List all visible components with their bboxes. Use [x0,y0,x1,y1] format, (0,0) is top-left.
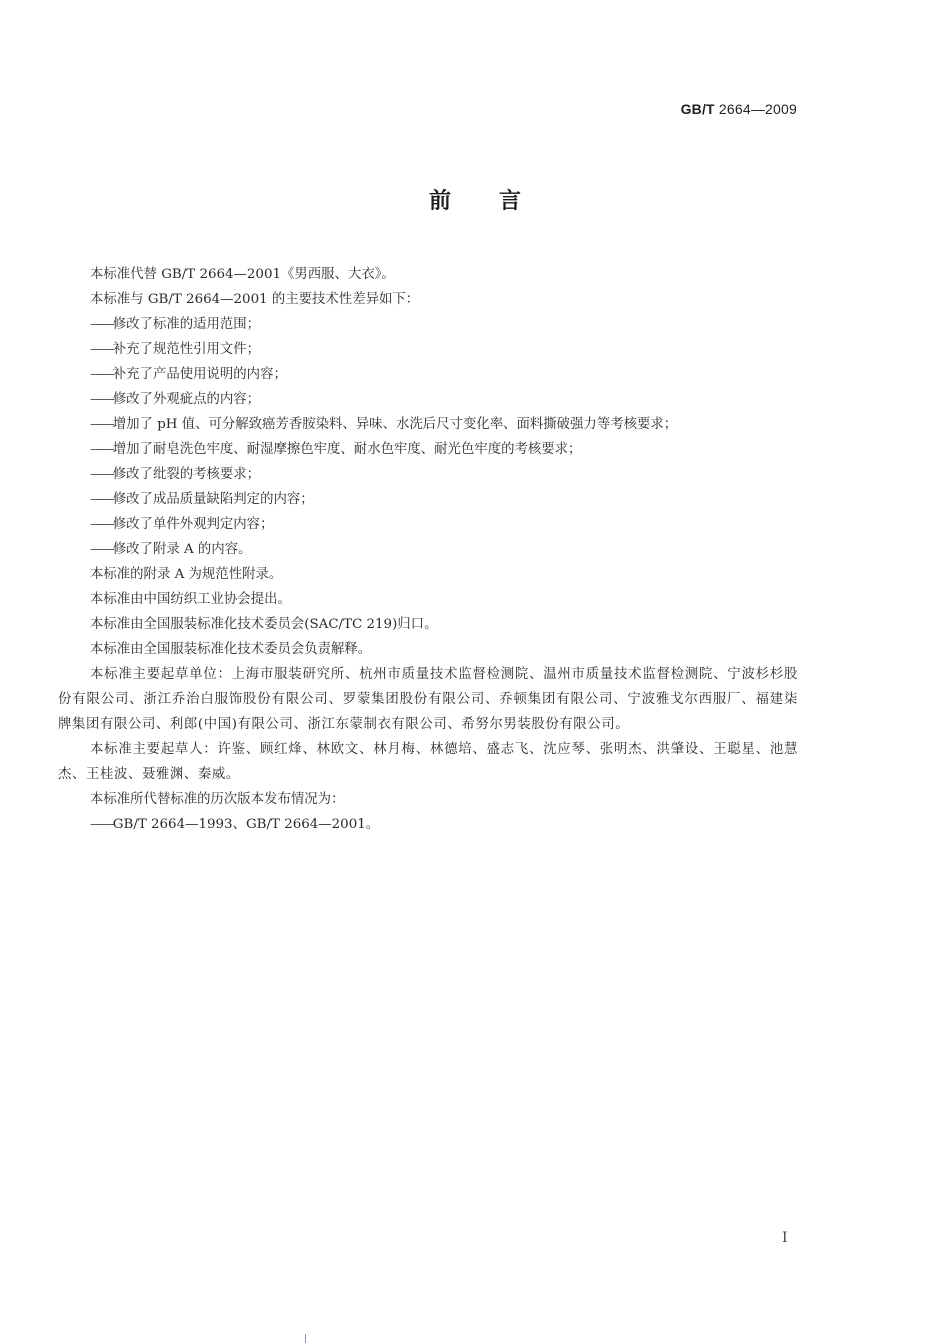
paragraph-centralized-by: 本标准由全国服装标准化技术委员会(SAC/TC 219)归口。 [90,617,438,632]
paragraph-drafters: 本标准主要起草人：许鉴、顾红烽、林欧文、林月梅、林德培、盛志飞、沈应琴、张明杰、洪肇设、王聪星、池慧杰、王桂波、聂雅渊、秦威。 [58,742,798,782]
paragraph-proposed-by: 本标准由中国纺织工业协会提出。 [90,592,291,607]
dash-symbol: —— [90,492,113,507]
change-item: ——修改了附录 A 的内容。 [90,542,252,557]
document-body [58,262,798,837]
change-item: ——修改了纰裂的考核要求； [90,467,261,482]
page-number: I [782,1230,788,1246]
paragraph-history-intro: 本标准所代替标准的历次版本发布情况为： [90,792,345,807]
dash-symbol: —— [90,542,113,557]
dash-symbol: —— [90,342,113,357]
scan-artifact [305,1334,306,1343]
paragraph-differences-intro: 本标准与 GB/T 2664—2001 的主要技术性差异如下： [90,292,420,307]
standard-number [681,101,797,117]
change-item: ——修改了成品质量缺陷判定的内容； [90,492,314,507]
change-item: ——补充了规范性引用文件； [90,342,261,357]
dash-symbol: —— [90,392,113,407]
standard-prefix: GB/T [680,101,715,117]
change-item: ——修改了标准的适用范围； [90,317,261,332]
dash-symbol: —— [90,467,113,482]
dash-symbol: —— [90,517,113,532]
paragraph-annex: 本标准的附录 A 为规范性附录。 [90,567,283,582]
change-item: ——增加了 pH 值、可分解致癌芳香胺染料、异味、水洗后尺寸变化率、面料撕破强力等考核要求； [90,417,678,432]
paragraph-interpreted-by: 本标准由全国服装标准化技术委员会负责解释。 [90,642,372,657]
page-title: 前言 [428,189,569,214]
dash-symbol: —— [90,817,113,832]
dash-symbol: —— [90,317,113,332]
change-item: ——修改了单件外观判定内容； [90,517,274,532]
paragraph-replaces: 本标准代替 GB/T 2664—2001《男西服、大衣》。 [90,267,395,282]
paragraph-drafting-units: 本标准主要起草单位：上海市服装研究所、杭州市质量技术监督检测院、温州市质量技术监督检测院、宁波杉杉股份有限公司、浙江乔治白服饰股份有限公司、罗蒙集团股份有限公司、乔顿集团有限公司、宁波雅戈尔西服厂、福建柒牌集团有限公司、利郎(中国)有限公司、浙江东蒙制衣有限公司、希努尔男装股份有限公司。 [58,667,798,732]
dash-symbol: —— [90,367,113,382]
dash-symbol: —— [90,442,113,457]
history-item: ——GB/T 2664—1993、GB/T 2664—2001。 [90,817,380,832]
change-item: ——修改了外观疵点的内容； [90,392,261,407]
standard-code: 2664—2009 [718,101,797,117]
change-item: ——补充了产品使用说明的内容； [90,367,287,382]
change-item: ——增加了耐皂洗色牢度、耐湿摩擦色牢度、耐水色牢度、耐光色牢度的考核要求； [90,442,582,457]
dash-symbol: —— [90,417,113,432]
